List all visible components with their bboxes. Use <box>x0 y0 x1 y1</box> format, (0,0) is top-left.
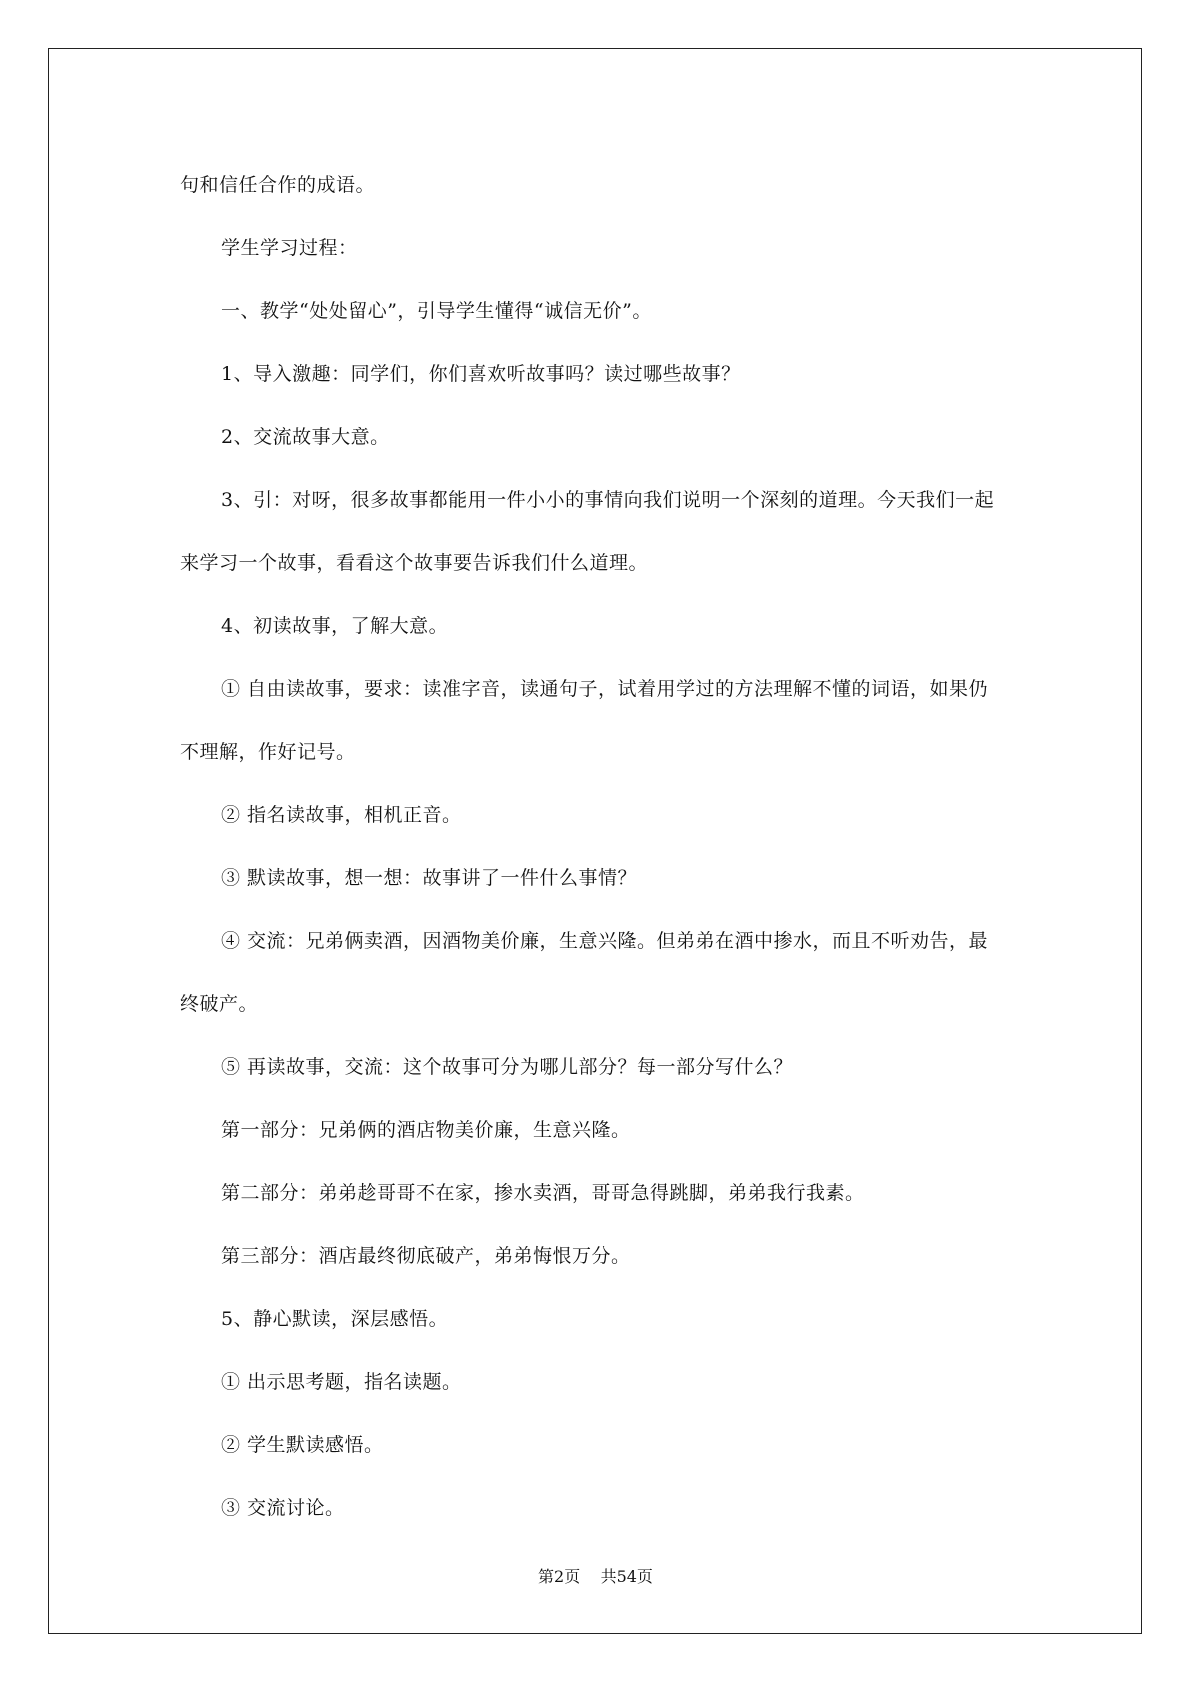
text-line: 第一部分：兄弟俩的酒店物美价廉，生意兴隆。 <box>221 1119 631 1141</box>
text-line: ② 学生默读感悟。 <box>221 1434 384 1456</box>
section-heading: 学生学习过程： <box>221 237 358 259</box>
text-line: 句和信任合作的成语。 <box>180 174 376 196</box>
document-body <box>180 154 1020 1540</box>
text-line: 一、教学“处处留心”，引导学生懂得“诚信无价”。 <box>221 300 652 322</box>
text-line: 终破产。 <box>180 993 259 1015</box>
text-line: 4、初读故事，了解大意。 <box>221 615 449 637</box>
text-line: ① 出示思考题，指名读题。 <box>221 1371 462 1393</box>
text-line: 1、导入激趣：同学们，你们喜欢听故事吗？读过哪些故事？ <box>221 363 741 385</box>
text-line: 第三部分：酒店最终彻底破产，弟弟悔恨万分。 <box>221 1245 631 1267</box>
text-line: 3、引：对呀，很多故事都能用一件小小的事情向我们说明一个深刻的道理。今天我们一起 <box>221 489 995 511</box>
text-line: ③ 默读故事，想一想：故事讲了一件什么事情？ <box>221 867 638 889</box>
text-line: ③ 交流讨论。 <box>221 1497 345 1519</box>
text-line: ④ 交流：兄弟俩卖酒，因酒物美价廉，生意兴隆。但弟弟在酒中掺水，而且不听劝告，最 <box>221 930 989 952</box>
text-line: 来学习一个故事，看看这个故事要告诉我们什么道理。 <box>180 552 649 574</box>
text-line: ② 指名读故事，相机正音。 <box>221 804 462 826</box>
text-line: ⑤ 再读故事，交流：这个故事可分为哪儿部分？每一部分写什么？ <box>221 1056 794 1078</box>
text-line: 第二部分：弟弟趁哥哥不在家，掺水卖酒，哥哥急得跳脚，弟弟我行我素。 <box>221 1182 865 1204</box>
text-line: 5、静心默读，深层感悟。 <box>221 1308 449 1330</box>
page-number-footer: 第2页 共54页 <box>538 1567 653 1586</box>
text-line: ① 自由读故事，要求：读准字音，读通句子，试着用学过的方法理解不懂的词语，如果仍 <box>221 678 989 700</box>
text-line: 不理解，作好记号。 <box>180 741 356 763</box>
text-line: 2、交流故事大意。 <box>221 426 390 448</box>
